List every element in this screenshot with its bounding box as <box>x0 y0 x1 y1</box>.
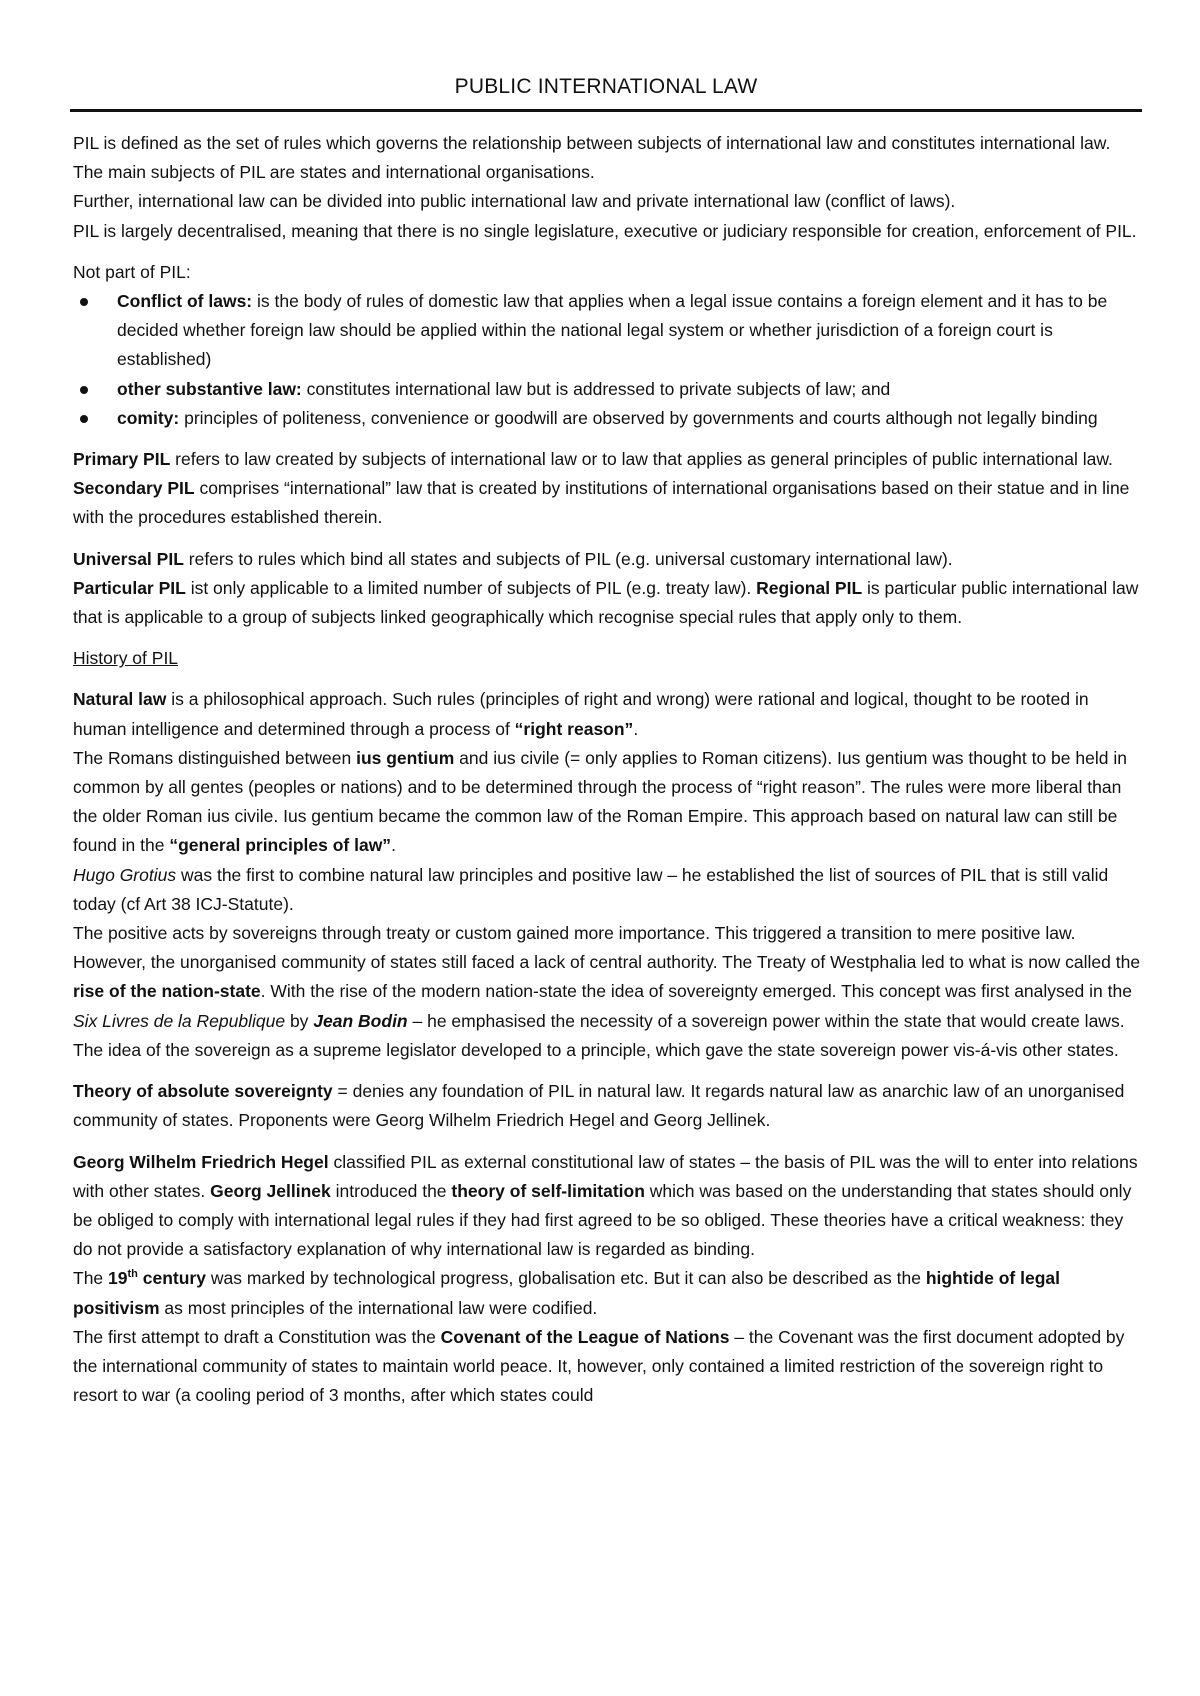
list-item: Conflict of laws: is the body of rules of domestic law that applies when a legal issue contains a foreign element and it has to be decided whether foreign law should be applied within the national legal system or whether jurisdiction of a foreign court is established) <box>73 287 1141 375</box>
title-rule <box>70 109 1142 112</box>
list-item: comity: principles of politeness, convenience or goodwill are observed by governments and courts although not legally binding <box>73 404 1141 433</box>
bullet-icon <box>80 298 88 306</box>
term: Conflict of laws: <box>117 291 253 312</box>
term: comity: <box>117 407 180 428</box>
romans-paragraph: The Romans distinguished between ius gentium and ius civile (= only applies to Roman citizens). Ius gentium was thought to be held in common by all gentes (peoples or nations) and to be determined through the process of “right reason”. The rules were more liberal than the older Roman ius civile. Ius gentium became the common law of the Roman Empire. This approach based on natural law can still be found in the “general principles of law”. <box>73 747 1127 856</box>
absolute-sovereignty-paragraph: Theory of absolute sovereignty = denies any foundation of PIL in natural law. It regards natural law as anarchic law of an unorganised community of states. Proponents were Georg Wilhelm Friedrich Hegel and Georg Jellinek. <box>73 1081 1125 1131</box>
intro-paragraph: Further, international law can be divided into public international law and private international law (conflict of laws). <box>73 191 956 212</box>
bullet-icon <box>80 415 88 423</box>
document-body <box>73 129 1141 1410</box>
bullet-icon <box>80 386 88 394</box>
secondary-pil-paragraph: Secondary PIL comprises “international” law that is created by institutions of international organisations based on their statue and in line with the procedures established therein. <box>73 478 1130 528</box>
covenant-paragraph: The first attempt to draft a Constitution was the Covenant of the League of Nations – the Covenant was the first document adopted by the international community of states to maintain world peace. It, however, only contained a limited restriction of the sovereign right to resort to war (a cooling period of 3 months, after which states could <box>73 1326 1125 1406</box>
particular-pil-paragraph: Particular PIL ist only applicable to a limited number of subjects of PIL (e.g. treaty law). Regional PIL is particular public international law that is applicable to a group of subjects linked geographically which recognise special rules that apply only to them. <box>73 577 1139 628</box>
not-part-list <box>73 287 1141 433</box>
natural-law-paragraph: Natural law is a philosophical approach. Such rules (principles of right and wrong) were rational and logical, thought to be rooted in human intelligence and determined through a process of “right reason”. <box>73 689 1089 739</box>
primary-pil-paragraph: Primary PIL refers to law created by subjects of international law or to law that applies as general principles of public international law. <box>73 449 1113 470</box>
term: other substantive law: <box>117 378 302 399</box>
hegel-paragraph: Georg Wilhelm Friedrich Hegel classified PIL as external constitutional law of states – the basis of PIL was the will to enter into relations with other states. Georg Jellinek introduced the theory of self-limitation which was based on the understanding that states should only be obliged to comply with international legal rules if they had first agreed to be so obliged. These theories have a critical weakness: they do not provide a satisfactory explanation of why international law is regarded as binding. <box>73 1151 1138 1260</box>
history-heading: History of PIL <box>73 648 179 669</box>
grotius-paragraph: Hugo Grotius was the first to combine natural law principles and positive law – he established the list of sources of PIL that is still valid today (cf Art 38 ICJ-Statute). <box>73 864 1109 914</box>
intro-paragraph: PIL is largely decentralised, meaning that there is no single legislature, executive or judiciary responsible for creation, enforcement of PIL. <box>73 220 1137 241</box>
intro-paragraph: PIL is defined as the set of rules which governs the relationship between subjects of international law and constitutes international law. The main subjects of PIL are states and international organisations. <box>73 133 1111 183</box>
positive-law-paragraph: The positive acts by sovereigns through treaty or custom gained more importance. This triggered a transition to mere positive law. However, the unorganised community of states still faced a lack of central authority. The Treaty of Westphalia led to what is now called the rise of the nation-state. With the rise of the modern nation-state the idea of sovereignty emerged. This concept was first analysed in the Six Livres de la Republique by Jean Bodin – he emphasised the necessity of a sovereign power within the state that would create laws. The idea of the sovereign as a supreme legislator developed to a principle, which gave the state sovereign power vis-á-vis other states. <box>73 923 1141 1060</box>
not-part-heading: Not part of PIL: <box>73 261 191 282</box>
intro-section <box>73 129 1141 246</box>
universal-pil-paragraph: Universal PIL refers to rules which bind all states and subjects of PIL (e.g. universal customary international law). <box>73 548 953 569</box>
list-item: other substantive law: constitutes international law but is addressed to private subjects of law; and <box>73 375 1141 404</box>
page-title: PUBLIC INTERNATIONAL LAW <box>454 75 758 98</box>
century-paragraph: The 19th century was marked by technological progress, globalisation etc. But it can also be described as the hightide of legal positivism as most principles of the international law were codified. <box>73 1268 1060 1318</box>
